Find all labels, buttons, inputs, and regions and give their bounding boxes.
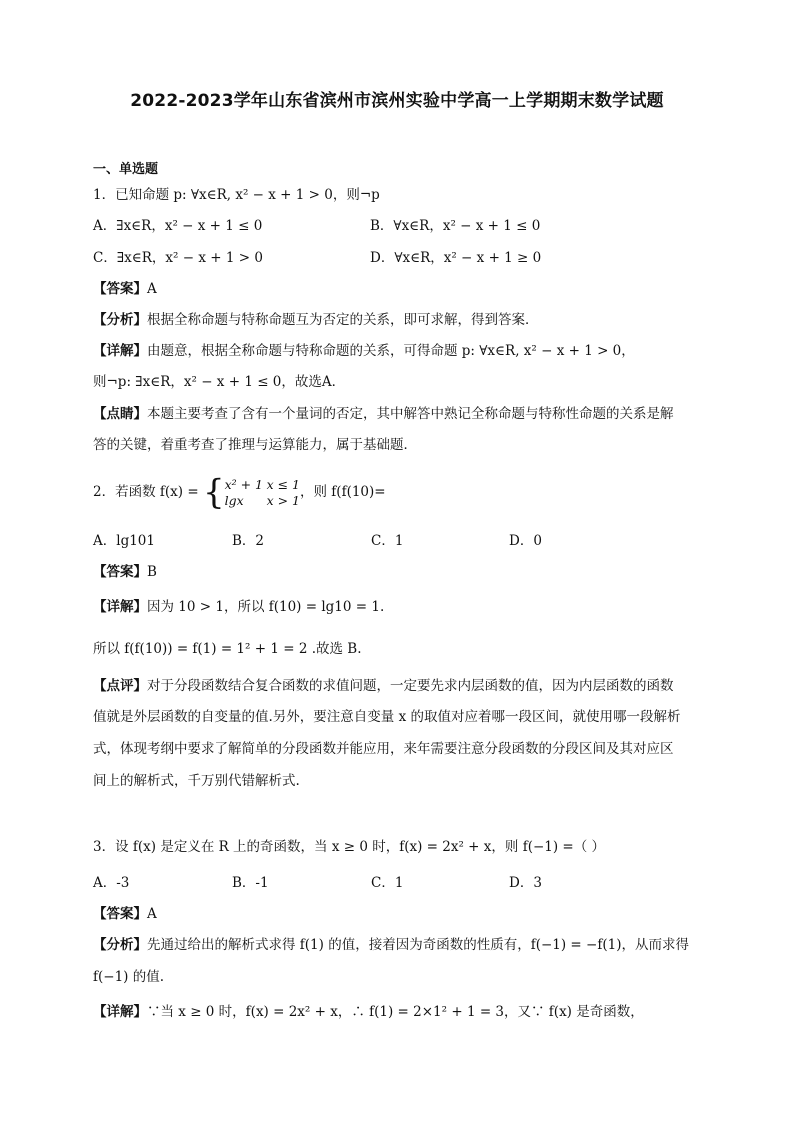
q1-option-b: B．∀x∈R，x² − x + 1 ≤ 0	[370, 218, 541, 234]
q1-option-c: C．∃x∈R，x² − x + 1 > 0	[93, 250, 263, 266]
q2-comment-line4: 间上的解析式，千万别代错解析式.	[93, 773, 300, 789]
q2-stem	[93, 472, 386, 513]
q2-detail-line1	[93, 598, 384, 616]
comment-label: 【点评】	[93, 678, 147, 694]
q3-option-a: A．-3	[93, 875, 130, 891]
q3-analysis-line2: f(−1) 的值.	[93, 969, 165, 985]
case1-cond: x ≤ 1	[266, 476, 301, 492]
comment-label: 【点睛】	[93, 406, 147, 422]
q2-option-b: B．2	[232, 533, 265, 549]
q1-option-a: A．∃x∈R，x² − x + 1 ≤ 0	[93, 218, 263, 234]
analysis-text: 先通过给出的解析式求得 f(1) 的值，接着因为奇函数的性质有，f(−1) = −f(1)，从而求得	[147, 937, 689, 953]
q1-comment-line2: 答的关键，着重考查了推理与运算能力，属于基础题．	[93, 437, 417, 453]
q3-stem: 3．设 f(x) 是定义在 R 上的奇函数，当 x ≥ 0 时，f(x) = 2x² + x，则 f(−1) =（ ）	[93, 839, 606, 855]
q2-stem-suffix: ，则 f(f(10)=	[300, 484, 386, 500]
answer-label: 【答案】	[93, 564, 147, 580]
q1-analysis	[93, 311, 539, 329]
q2-option-a: A．lg101	[93, 533, 155, 549]
q3-option-d: D．3	[509, 875, 542, 891]
q1-answer	[93, 280, 157, 298]
q2-comment-line1	[93, 677, 674, 695]
q2-option-d: D．0	[509, 533, 542, 549]
q3-detail-line1	[93, 1003, 644, 1021]
q1-option-d: D．∀x∈R，x² − x + 1 ≥ 0	[370, 250, 542, 266]
section-heading: 一、单选题	[93, 162, 159, 177]
detail-text: 由题意，根据全称命题与特称命题的关系，可得命题 p: ∀x∈R, x² − x + 1 > 0，	[147, 343, 635, 359]
answer-value: A	[147, 281, 157, 297]
detail-label: 【详解】	[93, 343, 147, 359]
analysis-label: 【分析】	[93, 312, 147, 328]
detail-text: 因为 10 > 1，所以 f(10) = lg10 = 1.	[147, 599, 385, 615]
comment-text: 对于分段函数结合复合函数的求值问题，一定要先求内层函数的值，因为内层函数的函数	[147, 678, 674, 694]
q3-option-c: C．1	[371, 875, 404, 891]
detail-text: ∵当 x ≥ 0 时，f(x) = 2x² + x，∴ f(1) = 2×1² + 1 = 3，又∵ f(x) 是奇函数，	[147, 1004, 644, 1020]
piecewise-cases	[225, 477, 300, 509]
analysis-text: 根据全称命题与特称命题互为否定的关系，即可求解，得到答案．	[147, 312, 539, 328]
answer-value: A	[147, 906, 157, 922]
q2-comment-line2: 值就是外层函数的自变量的值.另外，要注意自变量 x 的取值对应着哪一段区间，就使用哪一段解析	[93, 709, 681, 725]
q3-option-b: B．-1	[232, 875, 269, 891]
analysis-label: 【分析】	[93, 937, 147, 953]
q2-detail-line2: 所以 f(f(10)) = f(1) = 1² + 1 = 2 .故选 B.	[93, 641, 362, 657]
answer-label: 【答案】	[93, 281, 147, 297]
left-brace-symbol: {	[202, 472, 225, 513]
q1-comment-line1	[93, 405, 674, 423]
answer-value: B	[147, 564, 157, 580]
q1-detail-line1	[93, 342, 635, 360]
case2-expr: lgx	[224, 492, 244, 508]
q1-stem: 1．已知命题 p: ∀x∈R, x² − x + 1 > 0，则¬p	[93, 187, 380, 203]
q2-comment-line3: 式，体现考纲中要求了解简单的分段函数并能应用，来年需要注意分段函数的分段区间及其对应区	[93, 741, 674, 757]
q2-option-c: C．1	[371, 533, 404, 549]
q3-answer	[93, 905, 157, 923]
detail-label: 【详解】	[93, 599, 147, 615]
case2-cond: x > 1	[266, 492, 301, 508]
answer-label: 【答案】	[93, 906, 147, 922]
page-title: 2022-2023学年山东省滨州市滨州实验中学高一上学期期末数学试题	[130, 91, 664, 111]
q3-analysis-line1	[93, 936, 689, 954]
q2-answer	[93, 563, 157, 581]
comment-text: 本题主要考查了含有一个量词的否定，其中解答中熟记全称命题与特称性命题的关系是解	[147, 406, 674, 422]
q2-stem-prefix: 2．若函数 f(x) =	[93, 484, 199, 500]
q1-detail-line2: 则¬p: ∃x∈R，x² − x + 1 ≤ 0，故选A．	[93, 374, 346, 390]
detail-label: 【详解】	[93, 1004, 147, 1020]
case1-expr: x² + 1	[224, 476, 264, 492]
